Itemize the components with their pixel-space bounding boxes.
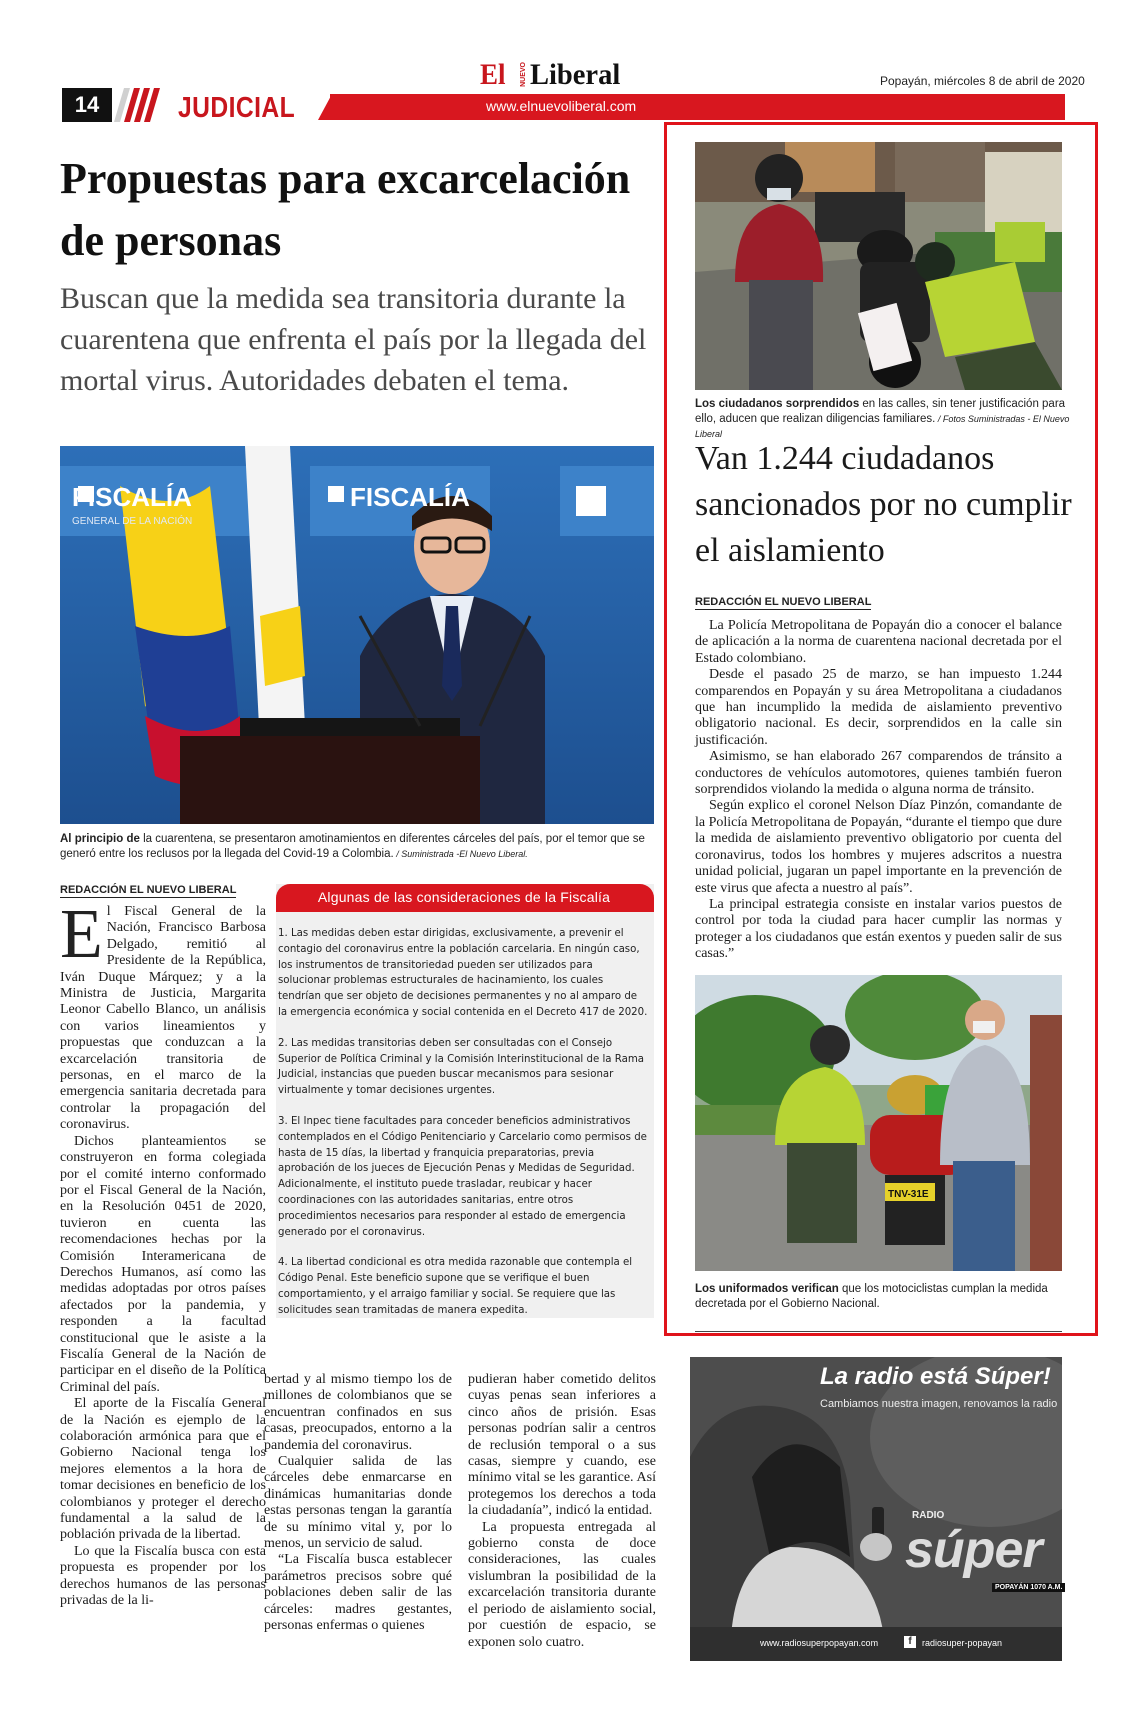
drop-cap: E — [60, 896, 103, 973]
col2-paragraph-1: bertad y al mismo tiempo los de millones de colombianos que se encuentran confinados en sus casas, preocupados, entorno a la pandemia del coronavirus. — [264, 1372, 452, 1453]
ad-website-link[interactable]: www.radiosuperpopayan.com — [760, 1638, 879, 1648]
main-headline: Propuestas para excarcelación de personas — [60, 154, 631, 265]
caption-credit: / Suministrada -El Nuevo Liberal. — [393, 849, 528, 859]
side-headline: Van 1.244 ciudadanos sancionados por no cumplir el aislamiento — [695, 440, 1072, 569]
col1-paragraph-3: El aporte de la Fiscalía General de la Nación es ejemplo de la colaboración armónica para que el Gobierno Nacional tenga los mejores elementos a la hora de tomar decisiones en beneficio de los colombianos y proteger el derecho fundamental a la salud de la población privada de la libertad. — [60, 1396, 266, 1543]
consideration-item: 2. Las medidas transitorias deben ser consultadas con el Consejo Superior de Política Criminal y la Comisión Interinstitucional de la Rama Judicial, instancias que pueden buscar mecanismos para sesionar virtualmente y tomar decisiones urgentes. — [278, 1037, 645, 1097]
motorcycle-photo-caption — [695, 1282, 1070, 1312]
newspaper-logo[interactable] — [480, 58, 642, 92]
site-url-link[interactable]: www.elnuevoliberal.com — [486, 98, 637, 114]
page-number: 14 — [62, 88, 112, 122]
ad-facebook-link[interactable]: radiosuper-popayan — [922, 1638, 1003, 1648]
caption1-credit: / Fotos Suministradas - El Nuevo Liberal — [695, 414, 1070, 439]
fiscal-general-photo — [60, 446, 654, 824]
side-paragraph-2: Desde el pasado 25 de marzo, se han impuesto 1.244 comparendos en Popayán y su área Metropolitana a ciudadanos que han incumplido la medida de aislamiento preventivo obligatorio nacional. Es decir, sorprendidos en la calle sin justificación. — [695, 667, 1062, 748]
main-column-1 — [60, 896, 266, 1609]
photo-sign-general-left: GENERAL DE LA NACIÓN — [72, 516, 193, 527]
plate-text: TNV-31E — [888, 1189, 929, 1200]
side-paragraph-4: Según explico el coronel Nelson Díaz Pinzón, comandante de la Policía Metropolitana de Popayán, “durante el tiempo que dure la medida de aislamiento preventivo obligatorio por cuenta del coronavirus, todos los hombres y mujeres adscritos a nuestra unidad policial, jugaran un papel importante en la prevención de este virus que afecta a nuestro al país”. — [695, 798, 1062, 896]
motorcycle-checkpoint-photo — [695, 975, 1062, 1271]
side-article-body — [695, 618, 1062, 963]
ad-brand-radio: RADIO — [912, 1510, 945, 1521]
consideration-item: 4. La libertad condicional es otra medida razonable que contempla el Código Penal. Este beneficio supone que se verifique el buen comportamiento, y el arraigo familiar y social. Se requiere que las solicitudes sean tramitadas de manera expedita. — [278, 1257, 633, 1316]
facebook-icon[interactable]: f — [904, 1636, 916, 1648]
col1-paragraph-1: l Fiscal General de la Nación, Francisco Barbosa Delgado, remitió al Presidente de la República, Iván Duque Márquez; y a la Ministra de Justicia, Margarita Leonor Cabello Blanco, un análisis con varios lineamientos y propuestas que conduzcan a la excarcelación transitoria de personas, en el marco de la emergencia sanitaria decretada para controlar la propagación del coronavirus. — [60, 904, 266, 1133]
side-byline-wrap — [695, 592, 871, 610]
police-checkpoint-photo — [695, 142, 1062, 390]
main-subheadline: Buscan que la medida sea transitoria durante la cuarentena que enfrenta el país por la llegada del mortal virus. Autoridades debaten el tema. — [60, 282, 647, 397]
section-stripes-decoration — [114, 88, 160, 122]
caption2-bold: Los uniformados verifican — [695, 1283, 839, 1295]
side-paragraph-5: La principal estrategia consiste en instalar varios puestos de control por toda la ciudad para hacer cumplir las normas y proteger a los ciudadanos que están exentos y pueden salir de sus casas.” — [695, 896, 1062, 962]
col1-paragraph-2: Dichos planteamientos se construyeron en forma colegiada por el comité interno conformado por el Fiscal General de la Nación, en la Resolución 0451 de 2020, tuvieron en cuenta las recomendaciones hechas por la Comisión Interamericana de Derechos Humanos, así como las medidas adoptadas por otros países afectados por la pandemia, y responden a la facultad constitucional que le asiste a la Fiscalía General de la Nación de participar en el diseño de la Política Criminal del país. — [60, 1133, 266, 1395]
caption-text: la cuarentena, se presentaron amotinamientos en diferentes cárceles del país, por el temor que se generó entre los reclusos por la llegada del Covid-19 a Colombia. — [60, 833, 645, 860]
col2-paragraph-2: Cualquier salida de las cárceles debe enmarcarse en dinámicas humanitarias donde estas personas tengan la garantía de su mínimo vital y, por lo menos, un servicio de salud. — [264, 1454, 452, 1552]
col3-paragraph-2: La propuesta entregada al gobierno consta de doce consideraciones, las cuales vislumbran la posibilidad de la excarcelación transitoria durante el periodo de aislamiento social, por cuestión de espacio, se exponen solo cuatro. — [468, 1519, 656, 1650]
consideration-item: 3. El Inpec tiene facultades para conceder beneficios administrativos contemplados en el Código Penitenciario y Carcelario como permisos de hasta de 15 días, la libertad y franquicia preparatorias, previa aprobación de los jueces de Ejecución Penas y Medidas de Seguridad. Adicionalmente, el instituto puede trasladar, reubicar y hacer coordinaciones con las autoridades sanitarias, entre otros procedimientos necesarios para responder al estado de emergencia generado por el coronavirus. — [278, 1115, 647, 1238]
ad-title: La radio está Súper! — [820, 1363, 1051, 1390]
logo-liberal: Liberal — [530, 58, 621, 91]
ad-brand-logo: súper — [905, 1521, 1042, 1579]
logo-el: El — [480, 58, 506, 91]
col3-paragraph-1: pudieran haber cometido delitos cuyas penas sean inferiores a cinco años de prisión. Esas personas podrían salir a centros de reclusión temporal o a sus casas, siempre y cuando, ese mínimo vital se les garantice. Así protegemos los derechos a toda la ciudadanía”, indicó la entidad. — [468, 1372, 656, 1519]
caption1-bold: Los ciudadanos sorprendidos — [695, 398, 860, 410]
issue-date: Popayán, miércoles 8 de abril de 2020 — [880, 74, 1085, 88]
caption-bold: Al principio de — [60, 833, 140, 845]
section-title: JUDICIAL — [178, 92, 296, 124]
considerations-box-title: Algunas de las consideraciones de la Fiscalía — [317, 889, 611, 905]
side-paragraph-3: Asimismo, se han elaborado 267 comparendos de tránsito a conductores de vehículos automotores, quienes también fueron sorprendidos violando la medida o alguna norma de tránsito. — [695, 749, 1062, 798]
main-byline: REDACCIÓN EL NUEVO LIBERAL — [60, 884, 237, 896]
main-column-3 — [468, 1372, 656, 1651]
photo-sign-fiscalia-left: FISCALÍA — [72, 482, 192, 512]
ad-brand-city: POPAYÁN 1070 A.M. — [992, 1583, 1065, 1592]
considerations-list — [278, 926, 648, 1334]
logo-nuevo: NUEVO — [520, 62, 527, 87]
col2-paragraph-3: “La Fiscalía busca establecer parámetros precisos sobre qué poblaciones deben salir de las cárceles: madres gestantes, personas enfermas o quienes — [264, 1552, 452, 1634]
consideration-item: 1. Las medidas deben estar dirigidas, exclusivamente, a prevenir el contagio del coronavirus entre la población carcelaria. En ningún caso, los instrumentos de transitoriedad pueden ser utilizados para solucionar problemas estructurales de hacinamiento, los cuales tendrían que ser objeto de decisiones permanentes y no al amparo de la emergencia económica y social contenida en el Decreto 417 de 2020. — [278, 928, 648, 1018]
header-red-bar — [330, 94, 1065, 120]
side-paragraph-1: La Policía Metropolitana de Popayán dio a conocer el balance de aplicación a la norma de cuarentena nacional decretada por el Estado colombiano. — [695, 618, 1062, 666]
photo-sign-fiscalia-right: FISCALÍA — [350, 482, 470, 512]
caption1-text: en las calles, sin tener justificación para ello, aducen que realizan diligencias familiares. — [695, 398, 1066, 425]
side-byline: REDACCIÓN EL NUEVO LIBERAL — [695, 596, 872, 608]
ad-subtitle: Cambiamos nuestra imagen, renovamos la radio — [820, 1398, 1058, 1410]
divider — [695, 1331, 1062, 1332]
col1-paragraph-4: Lo que la Fiscalía busca con esta propuesta es propender por los derechos humanos de las personas privadas de la li- — [60, 1543, 266, 1609]
main-column-2 — [264, 1372, 452, 1635]
main-photo-caption — [60, 832, 654, 862]
caption2-text: que los motociclistas cumplan la medida decretada por el Gobierno Nacional. — [695, 1283, 1048, 1310]
